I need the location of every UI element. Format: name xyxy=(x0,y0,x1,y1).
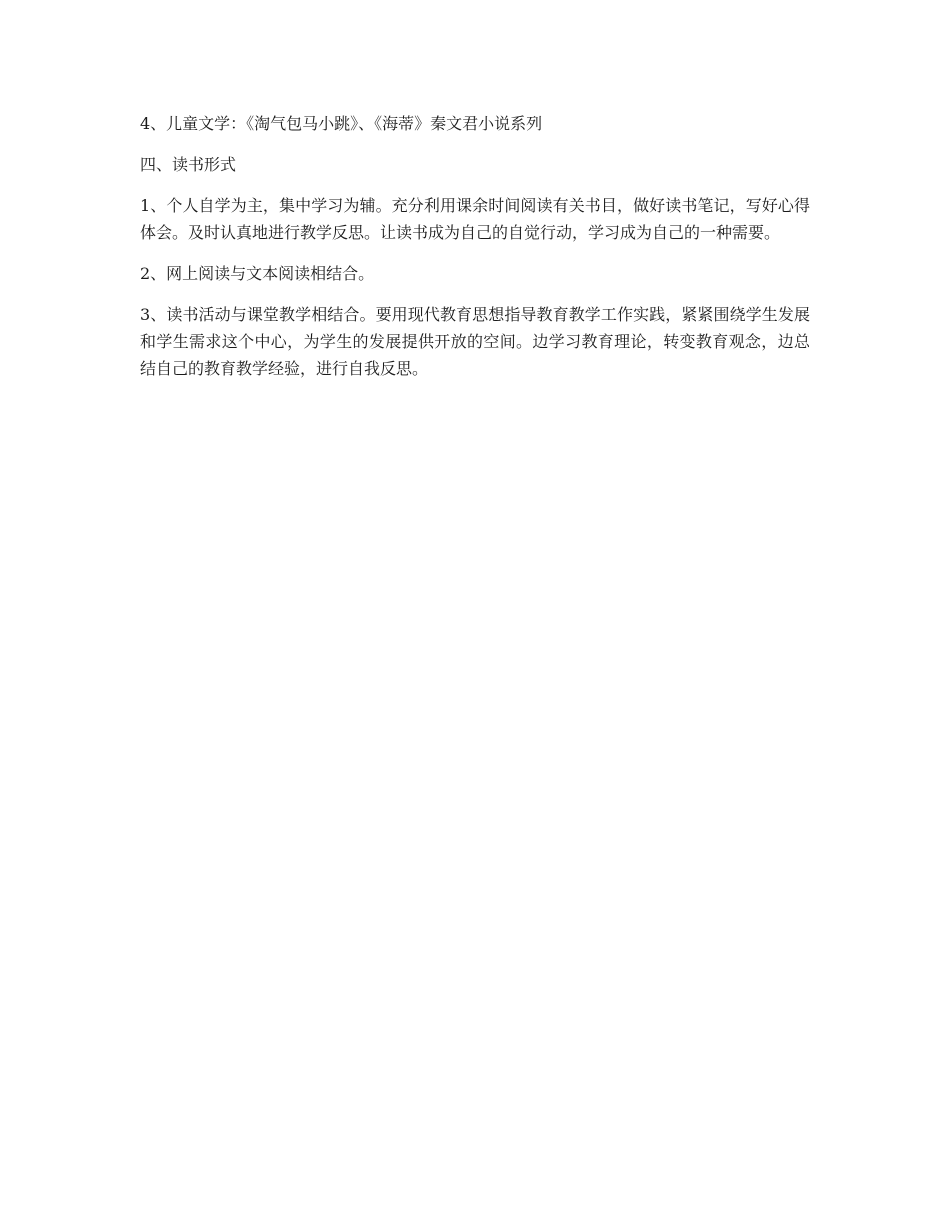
list-item-online-reading: 2、网上阅读与文本阅读相结合。 xyxy=(140,264,375,283)
list-item-children-literature: 4、儿童文学：《淘气包马小跳》、《海蒂》秦文君小说系列 xyxy=(140,114,543,133)
section-heading-reading-forms: 四、读书形式 xyxy=(140,155,237,174)
list-item-self-study: 1、个人自学为主，集中学习为辅。充分利用课余时间阅读有关书目，做好读书笔记，写好心得体会。及时认真地进行教学反思。让读书成为自己的自觉行动，学习成为自己的一种需要。 xyxy=(140,196,810,242)
list-item-classroom-integration: 3、读书活动与课堂教学相结合。要用现代教育思想指导教育教学工作实践，紧紧围绕学生发展和学生需求这个中心，为学生的发展提供开放的空间。边学习教育理论，转变教育观念，边总结自己的教育教学经验，进行自我反思。 xyxy=(140,305,810,378)
document-page xyxy=(140,110,810,396)
